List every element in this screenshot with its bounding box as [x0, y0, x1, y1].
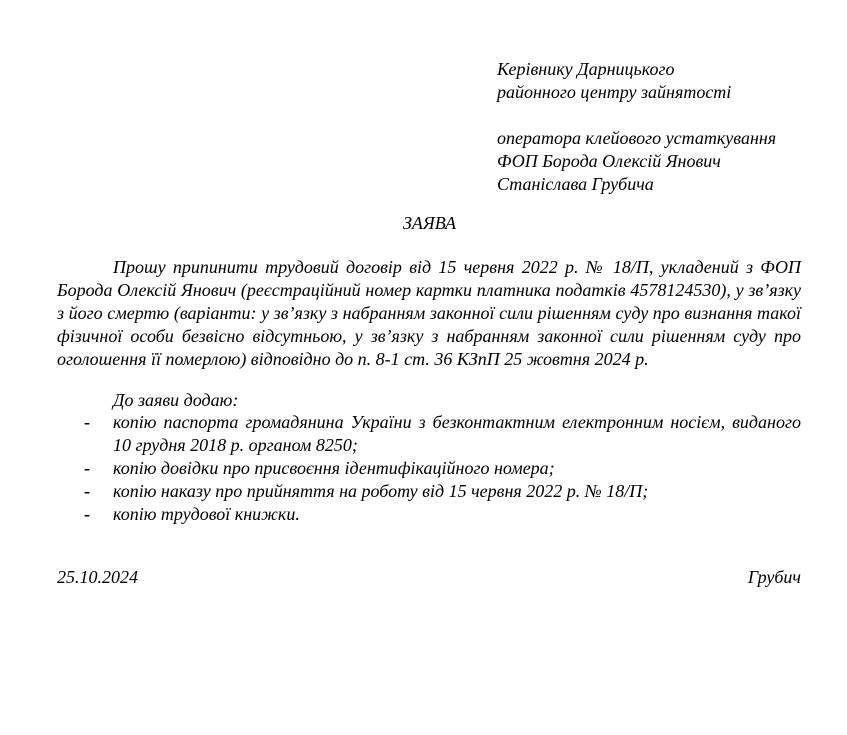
addressee-block	[497, 58, 827, 196]
attachments-list	[57, 411, 801, 526]
addressee-line-4: ФОП Борода Олексій Янович	[497, 151, 721, 171]
attachment-item	[57, 503, 801, 526]
attachment-item	[57, 411, 801, 457]
body-paragraph: Прошу припинити трудовий договір від 15 червня 2022 р. № 18/П, укладений з ФОП Борода Олексій Янович (реєстраційний номер картки платника податків 4578124530), у зв’язку з його смертю (варіанти: у зв’язку з набранням законної сили рішенням суду про визнання такої фізичної особи безвісно відсутньою, у зв’язку з набранням законної сили рішенням суду про оголошення її померлою) відповідно до п. 8-1 ст. 36 КЗпП 25 жовтня 2024 р.	[57, 257, 801, 369]
document-title: ЗАЯВА	[402, 213, 457, 233]
attachment-text: копію паспорта громадянина України з безконтактним електронним носієм, виданого 10 грудня 2018 р. органом 8250;	[113, 412, 801, 455]
attachment-text: копію наказу про прийняття на роботу від 15 червня 2022 р. № 18/П;	[113, 481, 649, 501]
addressee-line-1: Керівнику Дарницького	[497, 59, 675, 79]
bullet-dash: -	[84, 481, 90, 501]
bullet-dash: -	[84, 412, 90, 432]
attachment-text: копію трудової книжки.	[113, 504, 300, 524]
addressee-line-2: районного центру зайнятості	[497, 82, 732, 102]
bullet-dash: -	[84, 458, 90, 478]
bullet-dash: -	[84, 504, 90, 524]
attachments-intro: До заяви додаю:	[113, 390, 239, 410]
addressee-line-5: Станіслава Грубича	[497, 174, 654, 194]
attachment-item	[57, 480, 801, 503]
addressee-line-3: оператора клейового устаткування	[497, 128, 777, 148]
signature: Грубич	[747, 567, 801, 587]
attachment-item	[57, 457, 801, 480]
document-date: 25.10.2024	[57, 567, 138, 587]
attachment-text: копію довідки про присвоєння ідентифікаційного номера;	[113, 458, 555, 478]
addressee-gap	[497, 104, 827, 127]
